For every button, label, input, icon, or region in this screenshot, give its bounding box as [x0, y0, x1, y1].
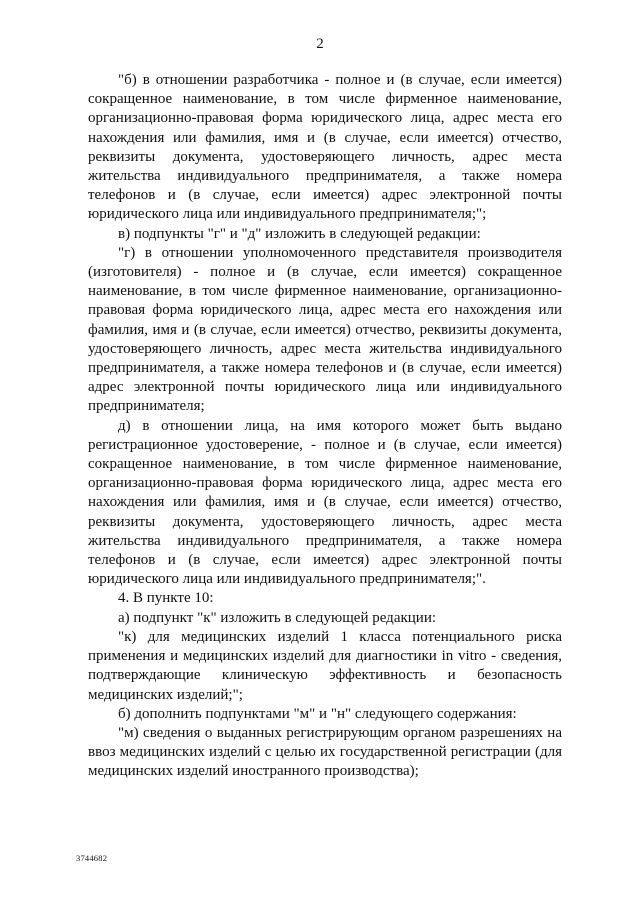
paragraph-subitem-b-intro: б) дополнить подпунктами "м" и "н" следующего содержания: [118, 705, 517, 722]
paragraph-subitem-d-registrant: д) в отношении лица, на имя которого может быть выдано регистрационное удостоверение, - полное и (в случае, если имеется) сокращенное наименование, в том числе фирменное наименование, организационно-правовая форма юридического лица, адрес места его нахождения или фамилия, имя и (в случае, если имеется) отчество, реквизиты документа, удостоверяющего личность, адрес места жительства индивидуального предпринимателя, а также номера телефонов и (в случае, если имеется) адрес электронной почты юридического лица или индивидуального предпринимателя;". [88, 417, 562, 588]
document-code: 3744682 [76, 853, 108, 863]
page-number: 2 [316, 36, 324, 52]
paragraph-subitems-g-d-intro: в) подпункты "г" и "д" изложить в следующей редакции: [118, 225, 481, 242]
document-body [88, 71, 562, 782]
paragraph-subitem-b-developer: "б) в отношении разработчика - полное и (в случае, если имеется) сокращенное наименование, в том числе фирменное наименование, организационно-правовая форма юридического лица, адрес места его нахождения или фамилия, имя и (в случае, если имеется) отчество, реквизиты документа, удостоверяющего личность, адрес места жительства индивидуального предпринимателя, а также номера телефонов и (в случае, если имеется) адрес электронной почты юридического лица или индивидуального предпринимателя;"; [88, 72, 562, 223]
paragraph-subitem-k: "к) для медицинских изделий 1 класса потенциального риска применения и медицинских изделий для диагностики in vitro - сведения, подтверждающие клиническую эффективность и безопасность медицинских изделий;"; [88, 628, 562, 703]
paragraph-subitem-m: "м) сведения о выданных регистрирующим органом разрешениях на ввоз медицинских изделий с целью их государственной регистрации (для медицинских изделий иностранного производства); [88, 724, 562, 780]
paragraph-subitem-g-representative: "г) в отношении уполномоченного представителя производителя (изготовителя) - полное и (в случае, если имеется) сокращенное наименование, в том числе фирменное наименование, организационно-правовая форма юридического лица, адрес места его нахождения или фамилия, имя и (в случае, если имеется) отчество, реквизиты документа, удостоверяющего личность, адрес места жительства индивидуального предпринимателя, а также номера телефонов и (в случае, если имеется) адрес электронной почты юридического лица или индивидуального предпринимателя; [88, 244, 562, 415]
paragraph-point-10-heading: 4. В пункте 10: [118, 590, 214, 607]
paragraph-subitem-a-intro: а) подпункт "к" изложить в следующей редакции: [118, 609, 437, 626]
